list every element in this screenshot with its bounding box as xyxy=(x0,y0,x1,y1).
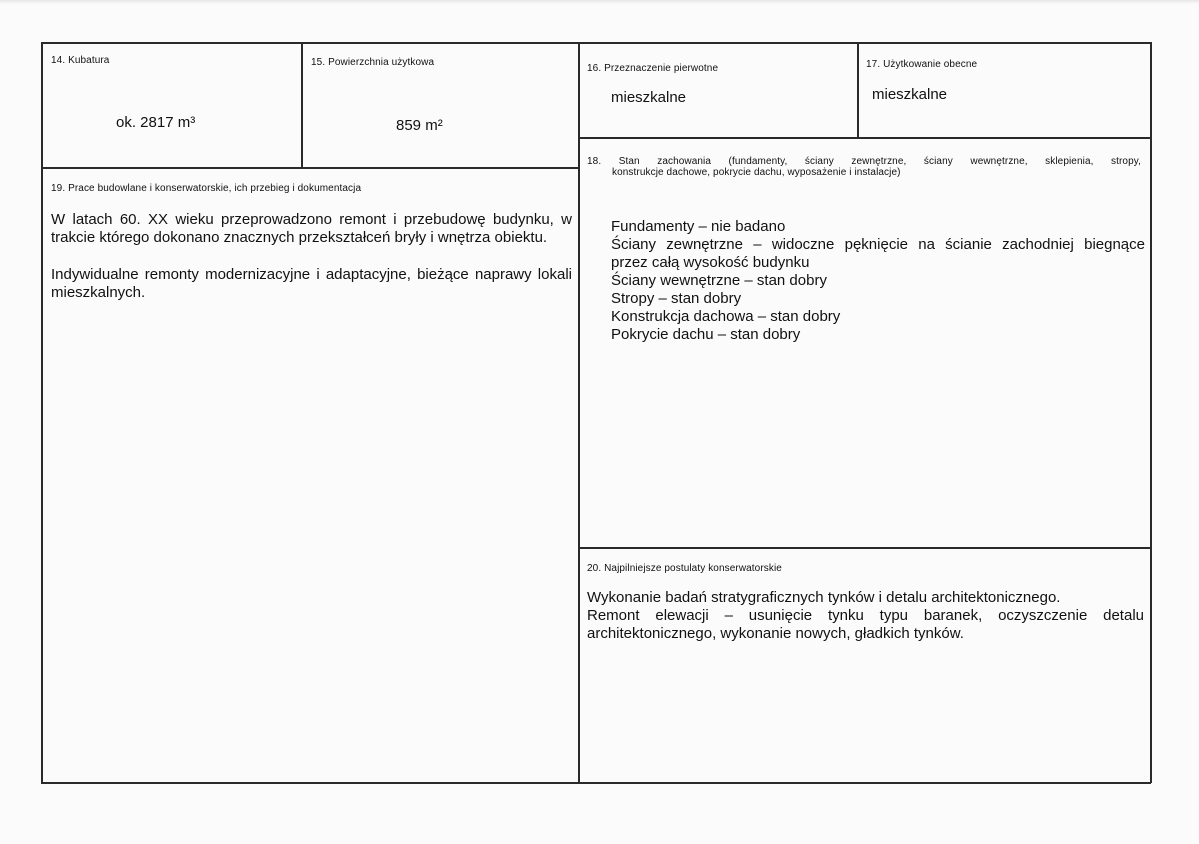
field-18-label-line2: konstrukcje dachowe, pokrycie dachu, wyposażenie i instalacje) xyxy=(612,167,901,178)
field-15-label: 15. Powierzchnia użytkowa xyxy=(311,57,435,68)
postulate-paragraph: Remont elewacji – usunięcie tynku typu baranek, oczyszczenie detalu architektonicznego, wykonanie nowych, gładkich tynków. xyxy=(587,607,1144,642)
frame-bottom-border xyxy=(41,782,1151,784)
condition-line: Pokrycie dachu – stan dobry xyxy=(611,326,801,343)
scan-top-edge xyxy=(0,0,1199,4)
field-19-paragraph-1: W latach 60. XX wieku przeprowadzono remont i przebudowę budynku, w trakcie którego dokonano znacznych przekształceń bryły i wnętrza obiektu. xyxy=(51,211,572,246)
condition-line: Ściany wewnętrzne – stan dobry xyxy=(611,272,827,289)
field-19-label: 19. Prace budowlane i konserwatorskie, ich przebieg i dokumentacja xyxy=(51,183,362,194)
field-17-value: mieszkalne xyxy=(872,86,948,103)
field-16-label: 16. Przeznaczenie pierwotne xyxy=(587,63,719,74)
field-14-value: ok. 2817 m³ xyxy=(116,114,196,131)
field-18-label-line1: 18. Stan zachowania (fundamenty, ściany zewnętrzne, ściany wewnętrzne, sklepienia, stropy, xyxy=(587,156,1141,167)
field-16-value: mieszkalne xyxy=(611,89,687,106)
divider-row-19 xyxy=(41,167,579,169)
frame-top-border xyxy=(41,42,1151,44)
field-15-value: 859 m² xyxy=(396,117,443,134)
divider-col-17 xyxy=(857,42,859,138)
divider-row-18 xyxy=(578,137,1151,139)
field-18-label xyxy=(587,156,1141,178)
field-20-label: 20. Najpilniejsze postulaty konserwatorskie xyxy=(587,563,782,574)
condition-line: Konstrukcja dachowa – stan dobry xyxy=(611,308,841,325)
field-14-label: 14. Kubatura xyxy=(51,55,110,66)
condition-line: przez całą wysokość budynku xyxy=(611,254,810,271)
condition-line: Stropy – stan dobry xyxy=(611,290,742,307)
field-19-paragraph-2: Indywidualne remonty modernizacyjne i adaptacyjne, bieżące naprawy lokali mieszkalnych. xyxy=(51,266,572,301)
field-20-content xyxy=(587,589,1144,643)
frame-left-border xyxy=(41,42,43,783)
condition-line: Fundamenty – nie badano xyxy=(611,218,786,235)
field-18-content xyxy=(611,218,1145,344)
divider-col-center xyxy=(578,42,580,783)
frame-right-border xyxy=(1150,42,1152,783)
postulate-line-1: Wykonanie badań stratygraficznych tynków i detalu architektonicznego. xyxy=(587,589,1061,606)
condition-line: Ściany zewnętrzne – widoczne pęknięcie na ścianie zachodniej biegnące xyxy=(611,236,1145,253)
divider-row-20 xyxy=(578,547,1151,549)
field-17-label: 17. Użytkowanie obecne xyxy=(866,59,978,70)
divider-col-15 xyxy=(301,42,303,168)
